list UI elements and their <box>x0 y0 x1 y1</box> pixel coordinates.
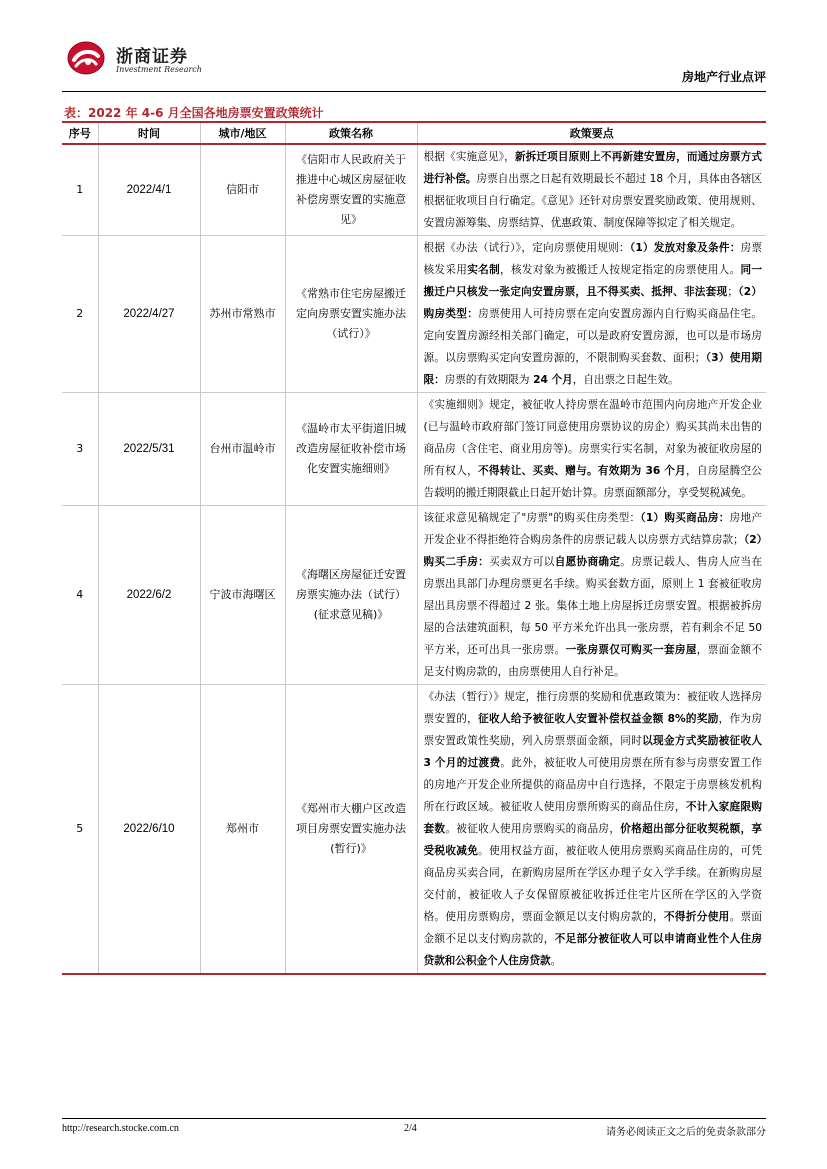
row-number: 4 <box>62 506 98 685</box>
policy-point-bold-text: 不得转让、买卖、赠与。有效期为 36 个月 <box>478 465 687 477</box>
policy-point-bold-text: （3）使用期限： <box>423 352 762 386</box>
policy-point-text: ； <box>727 286 738 298</box>
policy-point-bold-text: 自愿协商确定 <box>554 556 621 568</box>
row-city: 苏州市常熟市 <box>200 236 285 393</box>
policy-point-text: ，票面金额不足支付购房款的，由房票使用人自行补足。 <box>423 644 763 678</box>
row-policy-name: 《常熟市住宅房屋搬迁定向房票安置实施办法（试行）》 <box>285 236 417 393</box>
row-number: 2 <box>62 236 98 393</box>
column-header: 政策名称 <box>285 122 417 144</box>
column-header: 时间 <box>98 122 200 144</box>
policy-point-text: 该征求意见稿规定了"房票"的购买住房类型： <box>423 512 641 524</box>
row-policy-name: 《信阳市人民政府关于推进中心城区房屋征收补偿房票安置的实施意见》 <box>285 144 417 236</box>
policy-point-text: ，作为房票安置政策性奖励，列入房票票面金额，同时 <box>423 713 763 747</box>
header-divider <box>62 91 766 92</box>
policy-point-text: 。房票记载人、售房人应当在房票出具部门办理房票更名手续。购买套数方面，原则上 1 套被征收房屋出具房票不得超过 2 张。集体土地上房屋拆迁房票安置。根据被拆房屋的合法建筑面积，每 50 平方米允许出具一张房票，若有剩余不足 50 平方米，还可出具一张房票。 <box>423 556 763 656</box>
policy-point-text: 根据《办法（试行）》，定向房票使用规则： <box>423 242 630 254</box>
table-header-row <box>62 122 766 144</box>
row-policy-points <box>417 685 766 975</box>
footer-disclaimer: 请务必阅读正文之后的免责条款部分 <box>606 1127 766 1138</box>
policy-point-text: 。票面金额不足以支付购房款的， <box>423 911 763 945</box>
row-policy-name: 《郑州市大棚户区改造项目房票安置实施办法(暂行)》 <box>285 685 417 975</box>
company-name: 浙商证券 <box>116 47 188 67</box>
footer-url-link[interactable]: http://research.stocke.com.cn <box>62 1123 179 1134</box>
row-city: 郑州市 <box>200 685 285 975</box>
report-type: 房地产行业点评 <box>681 70 766 84</box>
table-row <box>62 236 766 393</box>
row-number: 3 <box>62 393 98 506</box>
policy-point-bold-text: （1）购买商品房： <box>640 512 730 524</box>
policy-point-bold-text: 新拆迁项目原则上不再新建安置房，而通过房票方式进行补偿。 <box>423 151 762 185</box>
policy-point-text: 房地产开发企业不得拒绝符合购房条件的房票记载人以房票方式结算房款； <box>423 512 762 546</box>
policy-point-text: 根据《实施意见》， <box>423 151 515 163</box>
policy-point-text: 房票核发采用 <box>423 242 763 276</box>
row-date: 2022/6/2 <box>98 506 200 685</box>
row-date: 2022/4/27 <box>98 236 200 393</box>
table-row <box>62 685 766 975</box>
footer-divider <box>62 1118 766 1119</box>
policy-point-text: 房票自出票之日起有效期最长不超过 18 个月，具体由各辖区根据征收项目自行确定。《意见》还针对房票安置奖励政策、使用规则、安置房源筹集、房票结算、优惠政策、制度保障等拟定了相关规定。 <box>423 173 762 229</box>
policy-point-text: 房票使用人可持房票在定向安置房源内自行购买商品住宅。定向安置房源经相关部门确定，可以是政府安置房源，也可以是市场房源。以房票购买定向安置房源的，不限制购买套数、面积； <box>423 308 763 364</box>
row-date: 2022/6/10 <box>98 685 200 975</box>
policy-point-bold-text: 不足部分被征收人可以申请商业性个人住房贷款和公积金个人住房贷款 <box>423 933 763 967</box>
table-row <box>62 144 766 236</box>
policy-table-container <box>62 121 766 975</box>
table-row <box>62 393 766 506</box>
row-policy-points <box>417 393 766 506</box>
policy-point-bold-text: （2）购房类型： <box>423 286 763 320</box>
policy-point-text: ，自出票之日起生效。 <box>572 374 679 386</box>
policy-point-bold-text: 征收人给予被征收人安置补偿权益金额 8%的奖励 <box>478 713 719 725</box>
policy-point-text: 买卖双方可以 <box>489 556 555 568</box>
row-city: 台州市温岭市 <box>200 393 285 506</box>
policy-point-text: 。 <box>550 955 562 967</box>
row-policy-points <box>417 144 766 236</box>
page-number: 2/4 <box>404 1123 417 1134</box>
policy-point-text: 。被征收人使用房票购买的商品房， <box>445 823 621 835</box>
policy-point-text: 房票的有效期限为 <box>444 374 530 386</box>
table-title: 表：2022 年 4-6 月全国各地房票安置政策统计 <box>64 106 324 120</box>
row-date: 2022/4/1 <box>98 144 200 236</box>
policy-point-bold-text: 一张房票仅可购买一套房屋 <box>565 644 697 656</box>
row-number: 1 <box>62 144 98 236</box>
policy-point-bold-text: 不得折分使用 <box>663 911 730 923</box>
row-city: 宁波市海曙区 <box>200 506 285 685</box>
table-row <box>62 506 766 685</box>
page-header <box>62 38 766 90</box>
policy-point-text: ，核发对象为被搬迁人按规定指定的房票使用人。 <box>500 264 741 276</box>
column-header: 政策要点 <box>417 122 766 144</box>
company-name-en: Investment Research <box>116 65 202 74</box>
row-policy-name: 《温岭市太平街道旧城改造房屋征收补偿市场化安置实施细则》 <box>285 393 417 506</box>
policy-point-bold-text: 同一搬迁户只核发一张定向安置房票，且不得买卖、抵押、非法套现 <box>423 264 763 298</box>
policy-point-text: 。使用权益方面，被征收人使用房票购买商品住房的，可凭商品房买卖合同，在新购房屋所在学区办理子女入学手续。在新购房屋交付前，被征收人子女保留原被征收拆迁住宅片区所在学区的入学资格。使用房票购房，票面金额足以支付购房款的， <box>423 845 763 923</box>
row-city: 信阳市 <box>200 144 285 236</box>
column-header: 城市/地区 <box>200 122 285 144</box>
row-number: 5 <box>62 685 98 975</box>
policy-point-bold-text: （2）购买二手房： <box>423 534 762 568</box>
policy-point-text: ，自房屋腾空公告载明的搬迁期限截止日起开始计算。房票面额部分，享受契税减免。 <box>423 465 763 499</box>
row-policy-points <box>417 236 766 393</box>
row-policy-name: 《海曙区房屋征迁安置房票实施办法（试行）(征求意见稿)》 <box>285 506 417 685</box>
policy-point-bold-text: 实名制 <box>467 264 501 276</box>
policy-point-bold-text: 价格超出部分征收契税额，享受税收减免 <box>423 823 763 857</box>
policy-table <box>62 121 766 975</box>
policy-point-bold-text: 不计入家庭限购套数 <box>423 801 763 835</box>
column-header: 序号 <box>62 122 98 144</box>
row-policy-points <box>417 506 766 685</box>
policy-point-bold-text: 24 个月 <box>529 374 573 386</box>
policy-point-text: 《办法（暂行）》规定，推行房票的奖励和优惠政策为：被征收人选择房票安置的， <box>423 691 762 725</box>
row-date: 2022/5/31 <box>98 393 200 506</box>
zheshang-logo-icon <box>66 40 106 76</box>
policy-point-text: 。此外，被征收人可使用房票在所有参与房票安置工作的房地产开发企业所提供的商品房中自行选择，不限定于房票核发机构所在行政区域。被征收人使用房票所购买的商品住房， <box>423 757 763 813</box>
policy-point-bold-text: 以现金方式奖励被征收人 3 个月的过渡费 <box>423 735 763 769</box>
policy-point-bold-text: （1）发放对象及条件： <box>629 242 741 254</box>
policy-point-text: 《实施细则》规定，被征收人持房票在温岭市范围内向房地产开发企业(已与温岭市政府部门签订同意使用房票协议的房企）购买其尚未出售的商品房（含住宅、商业用房等)。房票实行实名制，对象为被征收房屋的所有权人， <box>423 399 762 477</box>
